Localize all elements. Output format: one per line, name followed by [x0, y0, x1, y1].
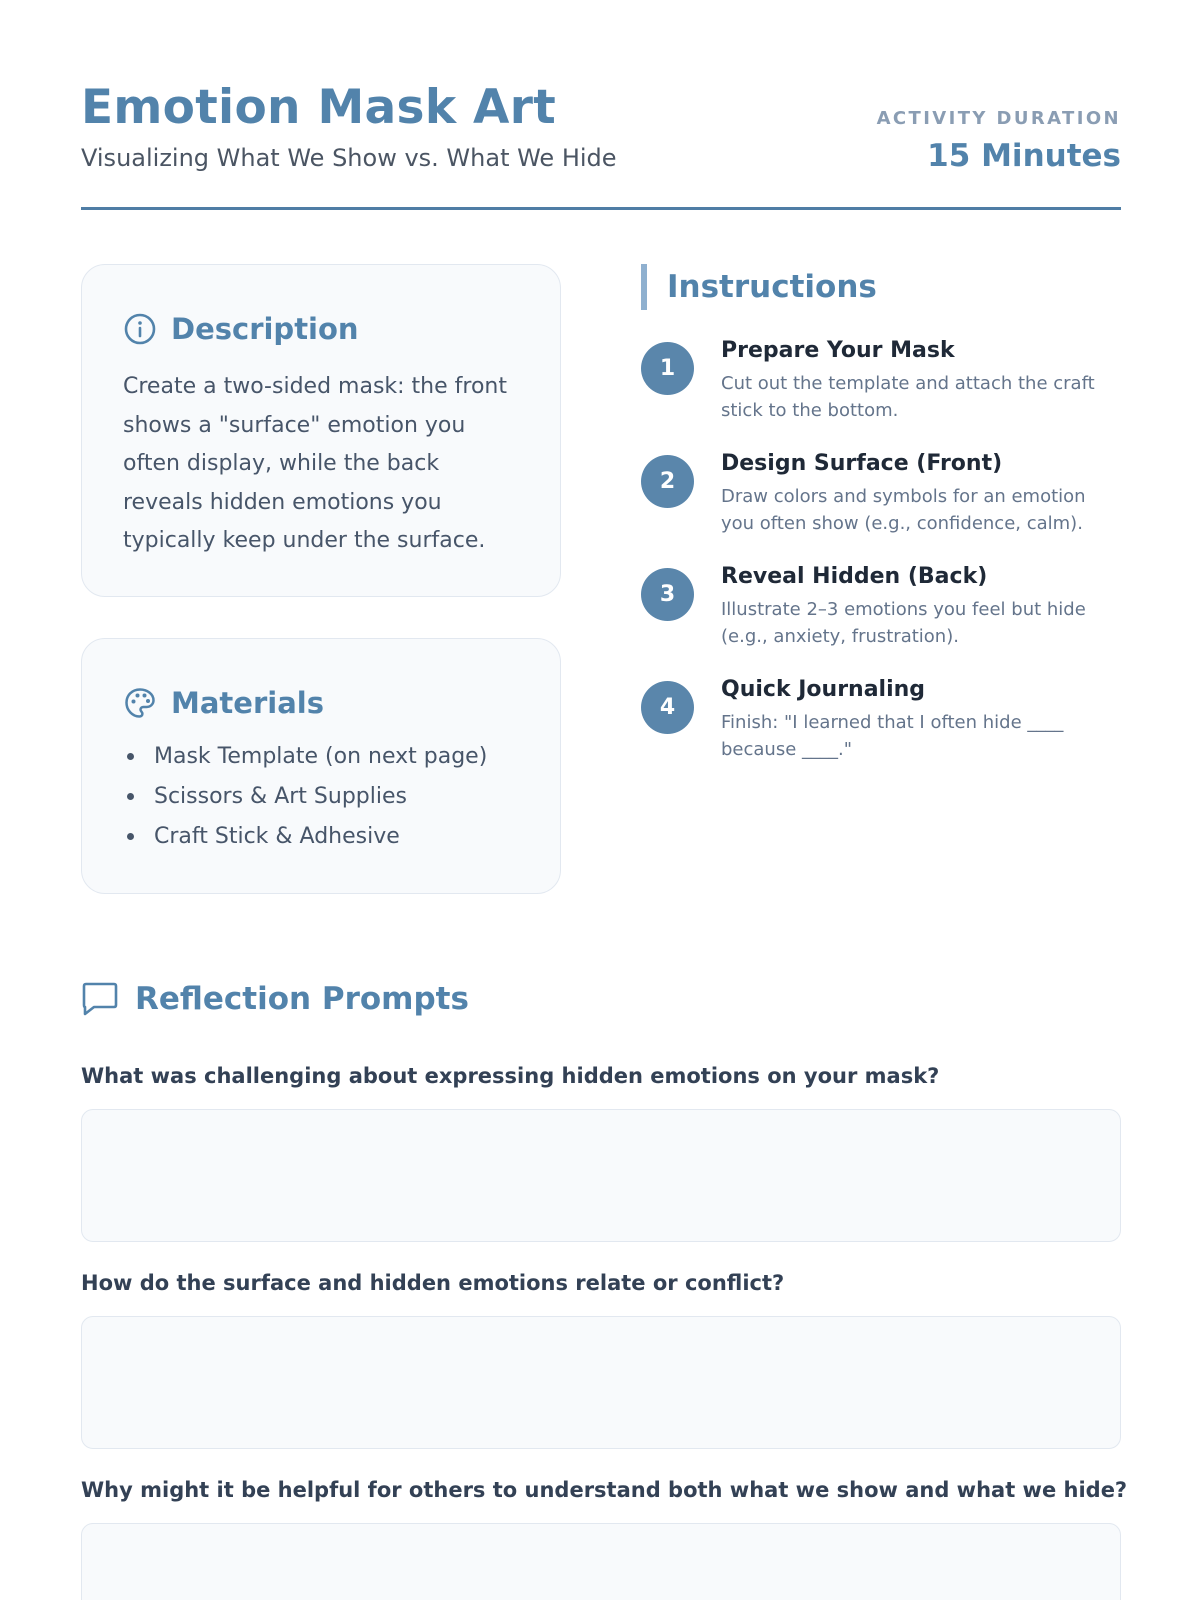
instruction-step: [641, 564, 1121, 664]
instruction-step: [641, 677, 1121, 777]
reflection-header: [81, 978, 469, 1020]
duration-label: ACTIVITY DURATION: [876, 108, 1121, 129]
instruction-step: [641, 338, 1121, 438]
instruction-step: [641, 451, 1121, 551]
step-number-badge: 2: [641, 455, 694, 508]
description-title: Description: [171, 312, 359, 346]
reflection-question: What was challenging about expressing hidden emotions on your mask?: [81, 1064, 940, 1088]
reflection-question: How do the surface and hidden emotions relate or conflict?: [81, 1271, 785, 1295]
step-text: Finish: "I learned that I often hide ____ because ____.": [721, 712, 1064, 760]
description-header: [123, 309, 359, 349]
worksheet-page: [81, 0, 1128, 1600]
description-card: [81, 264, 561, 597]
step-text: Draw colors and symbols for an emotion you often show (e.g., confidence, calm).: [721, 486, 1086, 534]
page-title: Emotion Mask Art: [81, 80, 556, 135]
instructions-header: [641, 264, 877, 310]
page-subtitle: Visualizing What We Show vs. What We Hide: [81, 144, 617, 172]
step-text: Cut out the template and attach the craft stick to the bottom.: [721, 373, 1095, 421]
reflection-question: Why might it be helpful for others to understand both what we show and what we hide?: [81, 1478, 1128, 1502]
duration-value: 15 Minutes: [927, 138, 1121, 174]
step-title: Prepare Your Mask: [721, 338, 955, 363]
step-text: Illustrate 2–3 emotions you feel but hide (e.g., anxiety, frustration).: [721, 599, 1086, 647]
material-label: Craft Stick & Adhesive: [154, 823, 400, 849]
step-title: Quick Journaling: [721, 677, 926, 702]
bullet-icon: [127, 753, 134, 760]
materials-header: [123, 683, 324, 723]
reflection-answer-box[interactable]: [81, 1109, 1121, 1242]
step-title: Reveal Hidden (Back): [721, 564, 988, 589]
step-number-badge: 4: [641, 681, 694, 734]
reflection-answer-box[interactable]: [81, 1316, 1121, 1449]
materials-card: [81, 638, 561, 894]
step-number-badge: 3: [641, 568, 694, 621]
description-text: Create a two-sided mask: the front shows a "surface" emotion you often display, while the back reveals hidden emotions you typically keep under the surface.: [123, 374, 507, 553]
step-title: Design Surface (Front): [721, 451, 1003, 476]
list-item: [123, 776, 487, 816]
step-number-badge: 1: [641, 342, 694, 395]
info-icon: [123, 312, 157, 346]
list-item: [123, 736, 487, 776]
chat-bubble-icon: [81, 981, 119, 1017]
bullet-icon: [127, 793, 134, 800]
instructions-section: [641, 264, 1121, 784]
materials-list: [123, 736, 487, 856]
material-label: Scissors & Art Supplies: [154, 783, 407, 809]
palette-icon: [123, 686, 157, 720]
list-item: [123, 816, 487, 856]
page-header: [81, 78, 1121, 210]
bullet-icon: [127, 833, 134, 840]
material-label: Mask Template (on next page): [154, 743, 488, 769]
instructions-title: Instructions: [667, 269, 877, 305]
materials-title: Materials: [171, 686, 324, 720]
reflection-answer-box[interactable]: [81, 1523, 1121, 1600]
reflection-title: Reflection Prompts: [135, 981, 469, 1017]
